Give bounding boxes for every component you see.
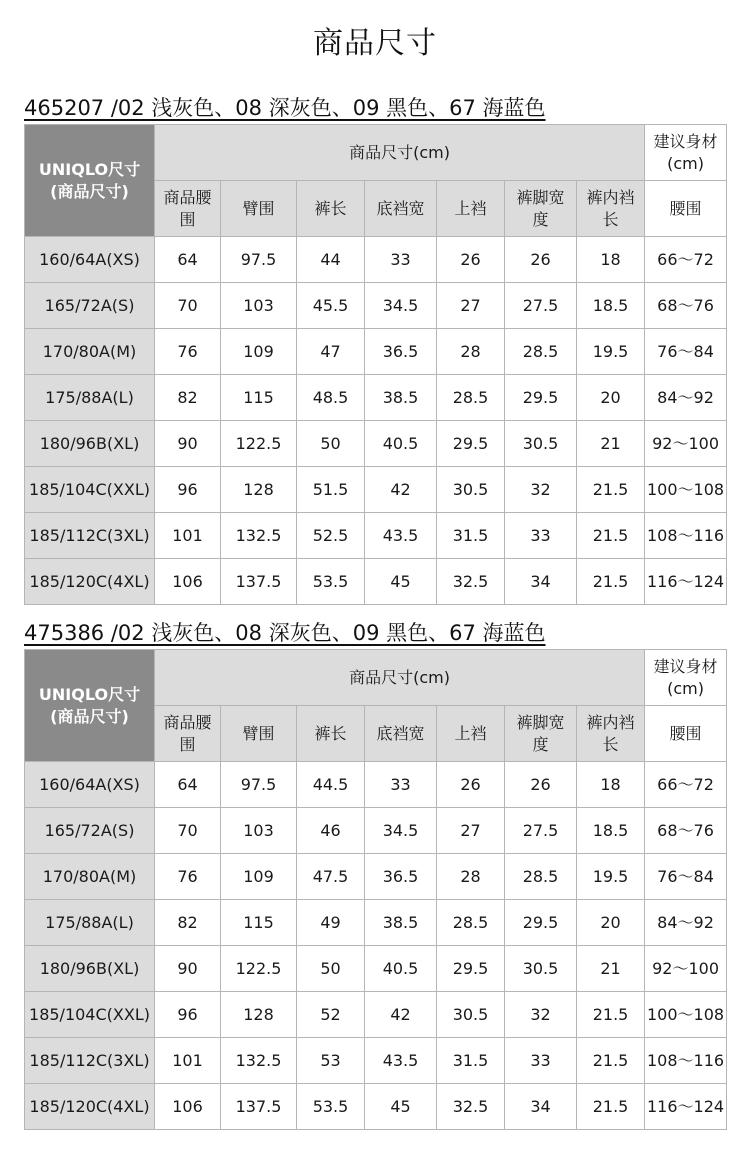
measurement-cell: 96 [155,992,221,1038]
measurement-cell: 28 [437,854,505,900]
measurement-cell: 92～100 [645,421,727,467]
size-label-cell: 180/96B(XL) [25,946,155,992]
table-row [25,808,727,854]
product-size-group-header: 商品尺寸(cm) [155,125,645,181]
measurement-cell: 43.5 [365,513,437,559]
size-label-cell: 170/80A(M) [25,329,155,375]
measurement-cell: 43.5 [365,1038,437,1084]
measurement-cell: 103 [221,283,297,329]
header-text-line: 建议身材 [653,131,718,151]
measurement-cell: 32 [505,467,577,513]
header-text-line: (cm) [667,678,704,698]
measurement-cell: 64 [155,762,221,808]
measurement-cell: 18 [577,237,645,283]
header-text-line: 度 [532,209,549,229]
measurement-cell: 44 [297,237,365,283]
measurement-cell: 97.5 [221,762,297,808]
table-row [25,1084,727,1130]
header-text-line: UNIQLO尺寸 [38,684,141,704]
header-text-line: 裤内裆 [586,712,635,732]
measurement-cell: 52.5 [297,513,365,559]
size-label-cell: 160/64A(XS) [25,237,155,283]
header-text-line: 围 [179,734,196,754]
page-title: 商品尺寸 [313,26,437,61]
measurement-cell: 31.5 [437,1038,505,1084]
column-header [577,706,645,762]
measurement-cell: 21.5 [577,513,645,559]
measurement-cell: 27.5 [505,283,577,329]
measurement-cell: 29.5 [437,946,505,992]
measurement-cell: 27.5 [505,808,577,854]
column-header [155,706,221,762]
measurement-cell: 109 [221,854,297,900]
column-header [577,181,645,237]
measurement-cell: 33 [505,1038,577,1084]
measurement-cell: 92～100 [645,946,727,992]
size-label-cell: 185/104C(XXL) [25,467,155,513]
size-label-cell: 185/112C(3XL) [25,513,155,559]
measurement-cell: 76 [155,854,221,900]
column-header [365,706,437,762]
measurement-cell: 47 [297,329,365,375]
measurement-cell: 96 [155,467,221,513]
header-text-line: 长 [602,734,619,754]
size-label-cell: 165/72A(S) [25,283,155,329]
measurement-cell: 45 [365,1084,437,1130]
header-text-line: 上裆 [454,198,487,218]
recommended-body-header [645,125,727,181]
header-text-line: (cm) [667,153,704,173]
measurement-cell: 84～92 [645,375,727,421]
measurement-cell: 28.5 [505,854,577,900]
header-text-line: (商品尺寸) [50,181,129,201]
column-header [297,181,365,237]
header-text-line: 裤脚宽 [516,187,565,207]
measurement-cell: 82 [155,900,221,946]
header-text-line: 围 [179,209,196,229]
measurement-cell: 18.5 [577,808,645,854]
measurement-cell: 26 [437,237,505,283]
measurement-cell: 82 [155,375,221,421]
measurement-cell: 34 [505,559,577,605]
header-text-line: 度 [532,734,549,754]
product-size-group-header: 商品尺寸(cm) [155,650,645,706]
column-header [505,181,577,237]
measurement-cell: 42 [365,467,437,513]
table-row [25,283,727,329]
header-text-line: 商品腰 [163,712,212,732]
measurement-cell: 28.5 [505,329,577,375]
column-header [505,706,577,762]
measurement-cell: 19.5 [577,329,645,375]
measurement-cell: 90 [155,421,221,467]
column-header [645,181,727,237]
measurement-cell: 53.5 [297,559,365,605]
measurement-cell: 132.5 [221,513,297,559]
measurement-cell: 26 [505,762,577,808]
column-header [437,181,505,237]
header-text-line: 裤内裆 [586,187,635,207]
measurement-cell: 18 [577,762,645,808]
measurement-cell: 21.5 [577,467,645,513]
measurement-cell: 32.5 [437,1084,505,1130]
measurement-cell: 132.5 [221,1038,297,1084]
measurement-cell: 18.5 [577,283,645,329]
header-text-line: 建议身材 [653,656,718,676]
measurement-cell: 68～76 [645,808,727,854]
measurement-cell: 52 [297,992,365,1038]
measurement-cell: 21.5 [577,559,645,605]
measurement-cell: 42 [365,992,437,1038]
table-row [25,513,727,559]
measurement-cell: 108～116 [645,1038,727,1084]
measurement-cell: 128 [221,467,297,513]
size-label-cell: 175/88A(L) [25,900,155,946]
table-row [25,421,727,467]
uniqlo-size-header [25,125,155,237]
header-text-line: 裤长 [314,198,347,218]
table-row [25,900,727,946]
measurement-cell: 19.5 [577,854,645,900]
table-row [25,946,727,992]
measurement-cell: 40.5 [365,946,437,992]
measurement-cell: 21.5 [577,992,645,1038]
measurement-cell: 53 [297,1038,365,1084]
measurement-cell: 46 [297,808,365,854]
size-label-cell: 160/64A(XS) [25,762,155,808]
header-row [25,125,727,181]
measurement-cell: 34 [505,1084,577,1130]
measurement-cell: 28.5 [437,375,505,421]
measurement-cell: 90 [155,946,221,992]
measurement-cell: 28.5 [437,900,505,946]
header-text-line: 商品腰 [163,187,212,207]
measurement-cell: 30.5 [437,467,505,513]
table-row [25,992,727,1038]
measurement-cell: 30.5 [437,992,505,1038]
measurement-cell: 34.5 [365,283,437,329]
measurement-cell: 70 [155,808,221,854]
measurement-cell: 106 [155,559,221,605]
size-label-cell: 170/80A(M) [25,854,155,900]
measurement-cell: 34.5 [365,808,437,854]
product-code-heading: 465207 /02 浅灰色、08 深灰色、09 黑色、67 海蓝色 [24,96,546,120]
measurement-cell: 137.5 [221,1084,297,1130]
table-row [25,329,727,375]
header-text-line: 底裆宽 [376,723,425,743]
header-text-line: (商品尺寸) [50,706,129,726]
measurement-cell: 21.5 [577,1084,645,1130]
measurement-cell: 50 [297,421,365,467]
measurement-cell: 115 [221,900,297,946]
measurement-cell: 27 [437,283,505,329]
measurement-cell: 30.5 [505,946,577,992]
measurement-cell: 33 [365,237,437,283]
size-label-cell: 185/112C(3XL) [25,1038,155,1084]
table-row [25,1038,727,1084]
header-text-line: 长 [602,209,619,229]
column-header [365,181,437,237]
recommended-body-header [645,650,727,706]
table-row [25,559,727,605]
table-row [25,375,727,421]
size-label-cell: 165/72A(S) [25,808,155,854]
size-label-cell: 185/120C(4XL) [25,559,155,605]
measurement-cell: 116～124 [645,559,727,605]
measurement-cell: 29.5 [505,375,577,421]
measurement-cell: 20 [577,375,645,421]
size-label-cell: 175/88A(L) [25,375,155,421]
measurement-cell: 116～124 [645,1084,727,1130]
measurement-cell: 53.5 [297,1084,365,1130]
column-header [155,181,221,237]
header-text-line: UNIQLO尺寸 [38,159,141,179]
measurement-cell: 97.5 [221,237,297,283]
measurement-cell: 38.5 [365,375,437,421]
header-text-line: 裤脚宽 [516,712,565,732]
measurement-cell: 29.5 [437,421,505,467]
measurement-cell: 122.5 [221,421,297,467]
column-header [221,706,297,762]
table-row [25,237,727,283]
measurement-cell: 70 [155,283,221,329]
header-text-line: 裤长 [314,723,347,743]
measurement-cell: 66～72 [645,762,727,808]
table-row [25,762,727,808]
measurement-cell: 26 [505,237,577,283]
size-label-cell: 185/104C(XXL) [25,992,155,1038]
measurement-cell: 76～84 [645,854,727,900]
size-label-cell: 185/120C(4XL) [25,1084,155,1130]
size-table [24,649,727,1130]
measurement-cell: 26 [437,762,505,808]
measurement-cell: 76 [155,329,221,375]
measurement-cell: 45 [365,559,437,605]
header-text-line: 臂围 [242,723,275,743]
measurement-cell: 76～84 [645,329,727,375]
measurement-cell: 47.5 [297,854,365,900]
measurement-cell: 64 [155,237,221,283]
measurement-cell: 137.5 [221,559,297,605]
header-text-line: 上裆 [454,723,487,743]
header-text-line: 腰围 [669,198,702,218]
measurement-cell: 40.5 [365,421,437,467]
measurement-cell: 45.5 [297,283,365,329]
header-text-line: 腰围 [669,723,702,743]
measurement-cell: 101 [155,1038,221,1084]
measurement-cell: 30.5 [505,421,577,467]
size-table [24,124,727,605]
header-text-line: 底裆宽 [376,198,425,218]
measurement-cell: 21 [577,421,645,467]
measurement-cell: 122.5 [221,946,297,992]
measurement-cell: 51.5 [297,467,365,513]
measurement-cell: 106 [155,1084,221,1130]
table-row [25,467,727,513]
column-header [645,706,727,762]
column-header [437,706,505,762]
header-row [25,650,727,706]
measurement-cell: 27 [437,808,505,854]
header-text-line: 臂围 [242,198,275,218]
measurement-cell: 49 [297,900,365,946]
measurement-cell: 108～116 [645,513,727,559]
measurement-cell: 36.5 [365,854,437,900]
measurement-cell: 21.5 [577,1038,645,1084]
measurement-cell: 36.5 [365,329,437,375]
measurement-cell: 38.5 [365,900,437,946]
measurement-cell: 32.5 [437,559,505,605]
measurement-cell: 29.5 [505,900,577,946]
measurement-cell: 128 [221,992,297,1038]
measurement-cell: 28 [437,329,505,375]
column-header [221,181,297,237]
measurement-cell: 50 [297,946,365,992]
measurement-cell: 103 [221,808,297,854]
measurement-cell: 84～92 [645,900,727,946]
measurement-cell: 48.5 [297,375,365,421]
measurement-cell: 44.5 [297,762,365,808]
measurement-cell: 21 [577,946,645,992]
measurement-cell: 33 [505,513,577,559]
measurement-cell: 100～108 [645,467,727,513]
measurement-cell: 32 [505,992,577,1038]
size-label-cell: 180/96B(XL) [25,421,155,467]
measurement-cell: 115 [221,375,297,421]
measurement-cell: 20 [577,900,645,946]
measurement-cell: 68～76 [645,283,727,329]
table-row [25,854,727,900]
measurement-cell: 101 [155,513,221,559]
measurement-cell: 100～108 [645,992,727,1038]
measurement-cell: 109 [221,329,297,375]
column-header [297,706,365,762]
measurement-cell: 33 [365,762,437,808]
measurement-cell: 31.5 [437,513,505,559]
measurement-cell: 66～72 [645,237,727,283]
product-code-heading: 475386 /02 浅灰色、08 深灰色、09 黑色、67 海蓝色 [24,621,546,645]
uniqlo-size-header [25,650,155,762]
